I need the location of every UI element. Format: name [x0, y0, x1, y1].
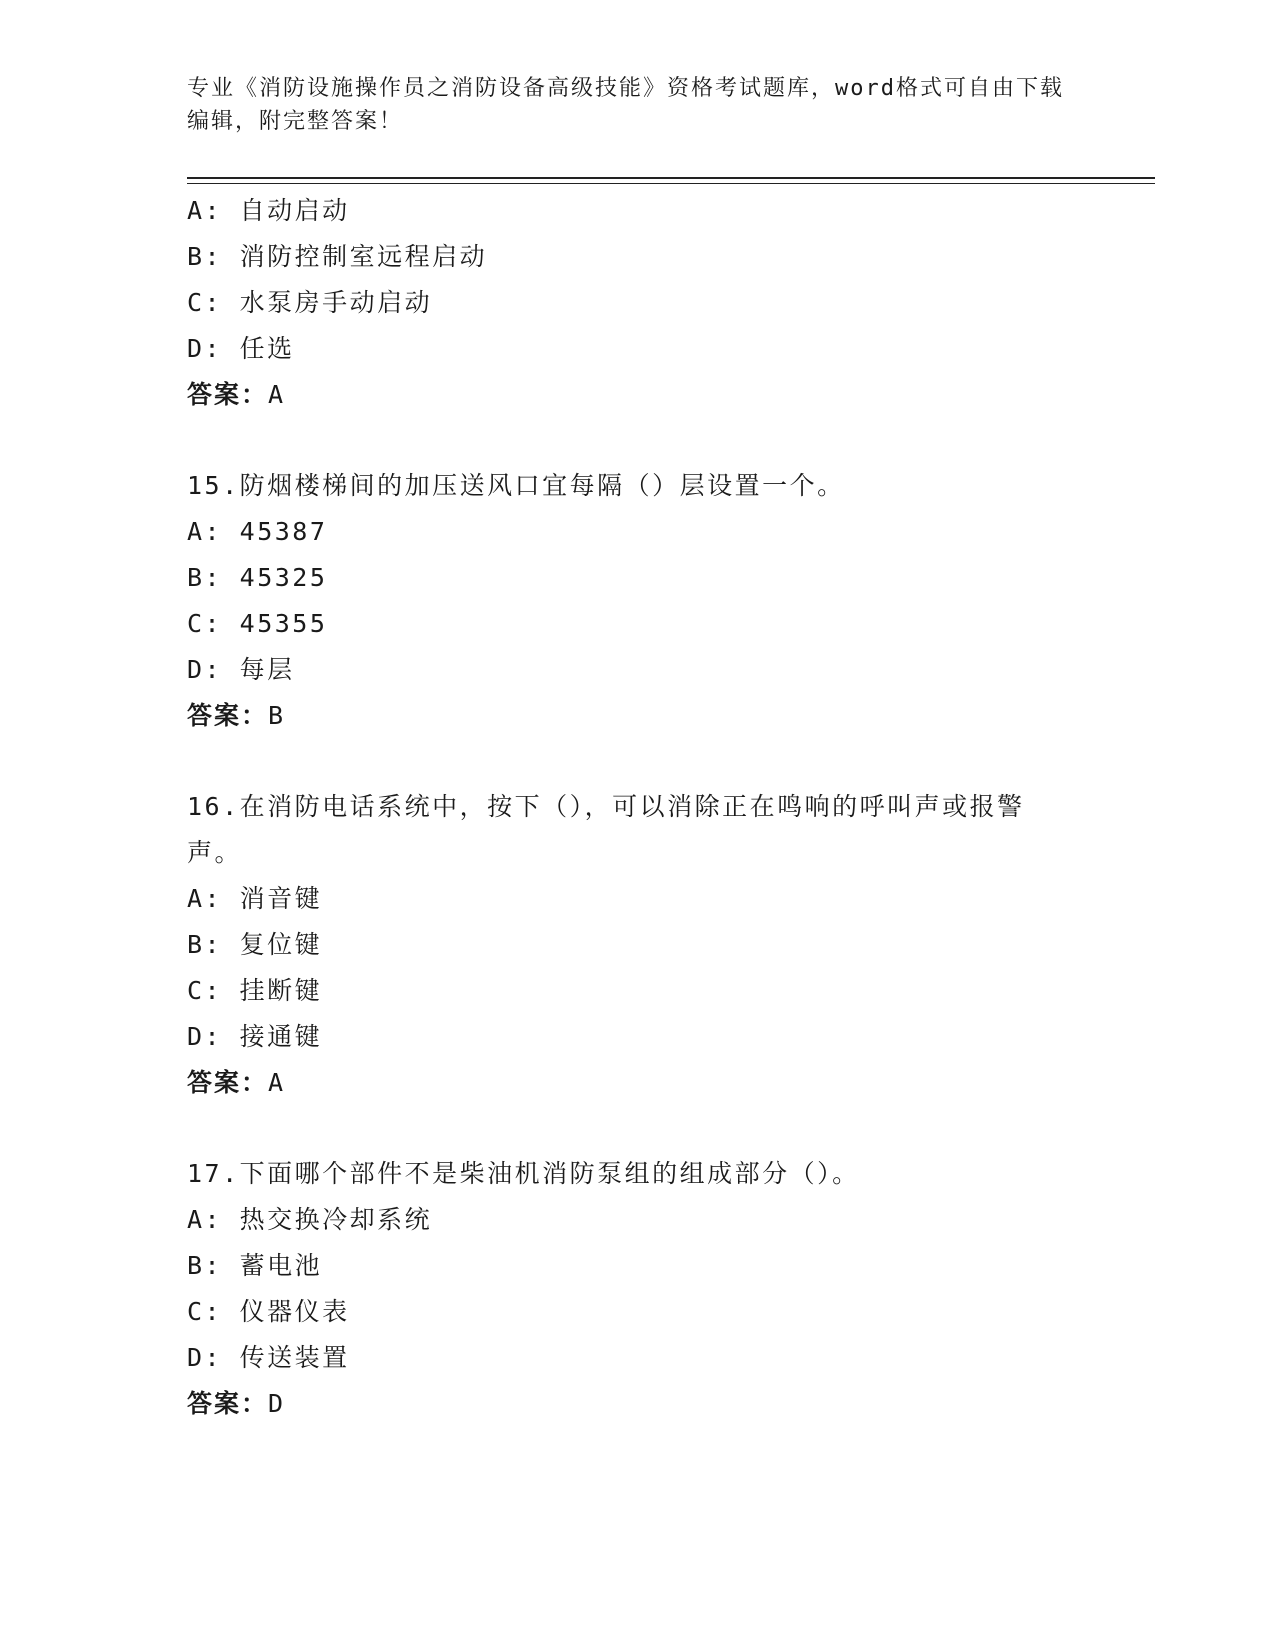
document-header: 专业《消防设施操作员之消防设备高级技能》资格考试题库，word格式可自由下载编辑，附完整答案！	[187, 76, 1064, 134]
option-d: D: 传送装置	[187, 1343, 350, 1372]
answer-label: 答案：	[187, 701, 269, 730]
option-a: A: 自动启动	[187, 196, 350, 225]
question-text: 15.防烟楼梯间的加压送风口宜每隔（）层设置一个。	[187, 471, 845, 500]
option-b: B: 45325	[187, 563, 328, 592]
option-c: C: 挂断键	[187, 976, 323, 1005]
option-c: C: 45355	[187, 609, 328, 638]
answer-line	[187, 1060, 1087, 1106]
question-list	[187, 188, 1087, 1427]
question-block-17	[187, 1151, 1087, 1427]
option-b: B: 复位键	[187, 930, 323, 959]
option-c: C: 仪器仪表	[187, 1297, 350, 1326]
answer-line	[187, 372, 1087, 418]
header-divider	[187, 177, 1155, 179]
option-a: A: 消音键	[187, 884, 323, 913]
header-divider-thin	[187, 183, 1155, 184]
question-text: 16.在消防电话系统中，按下（），可以消除正在鸣响的呼叫声或报警声。	[187, 792, 1025, 867]
answer-value: A	[268, 1068, 285, 1097]
option-b: B: 消防控制室远程启动	[187, 242, 488, 271]
answer-value: D	[268, 1389, 285, 1418]
option-b: B: 蓄电池	[187, 1251, 323, 1280]
answer-value: B	[268, 701, 285, 730]
question-block-14	[187, 188, 1087, 418]
option-c: C: 水泵房手动启动	[187, 288, 433, 317]
answer-label: 答案：	[187, 1068, 269, 1097]
question-text: 17.下面哪个部件不是柴油机消防泵组的组成部分（）。	[187, 1159, 860, 1188]
option-d: D: 任选	[187, 334, 295, 363]
answer-label: 答案：	[187, 1389, 269, 1418]
answer-label: 答案：	[187, 380, 269, 409]
option-a: A: 热交换冷却系统	[187, 1205, 433, 1234]
option-a: A: 45387	[187, 517, 328, 546]
question-block-16	[187, 784, 1087, 1106]
answer-line	[187, 1381, 1087, 1427]
answer-value: A	[268, 380, 285, 409]
option-d: D: 每层	[187, 655, 295, 684]
option-d: D: 接通键	[187, 1022, 323, 1051]
question-block-15	[187, 463, 1087, 739]
answer-line	[187, 693, 1087, 739]
